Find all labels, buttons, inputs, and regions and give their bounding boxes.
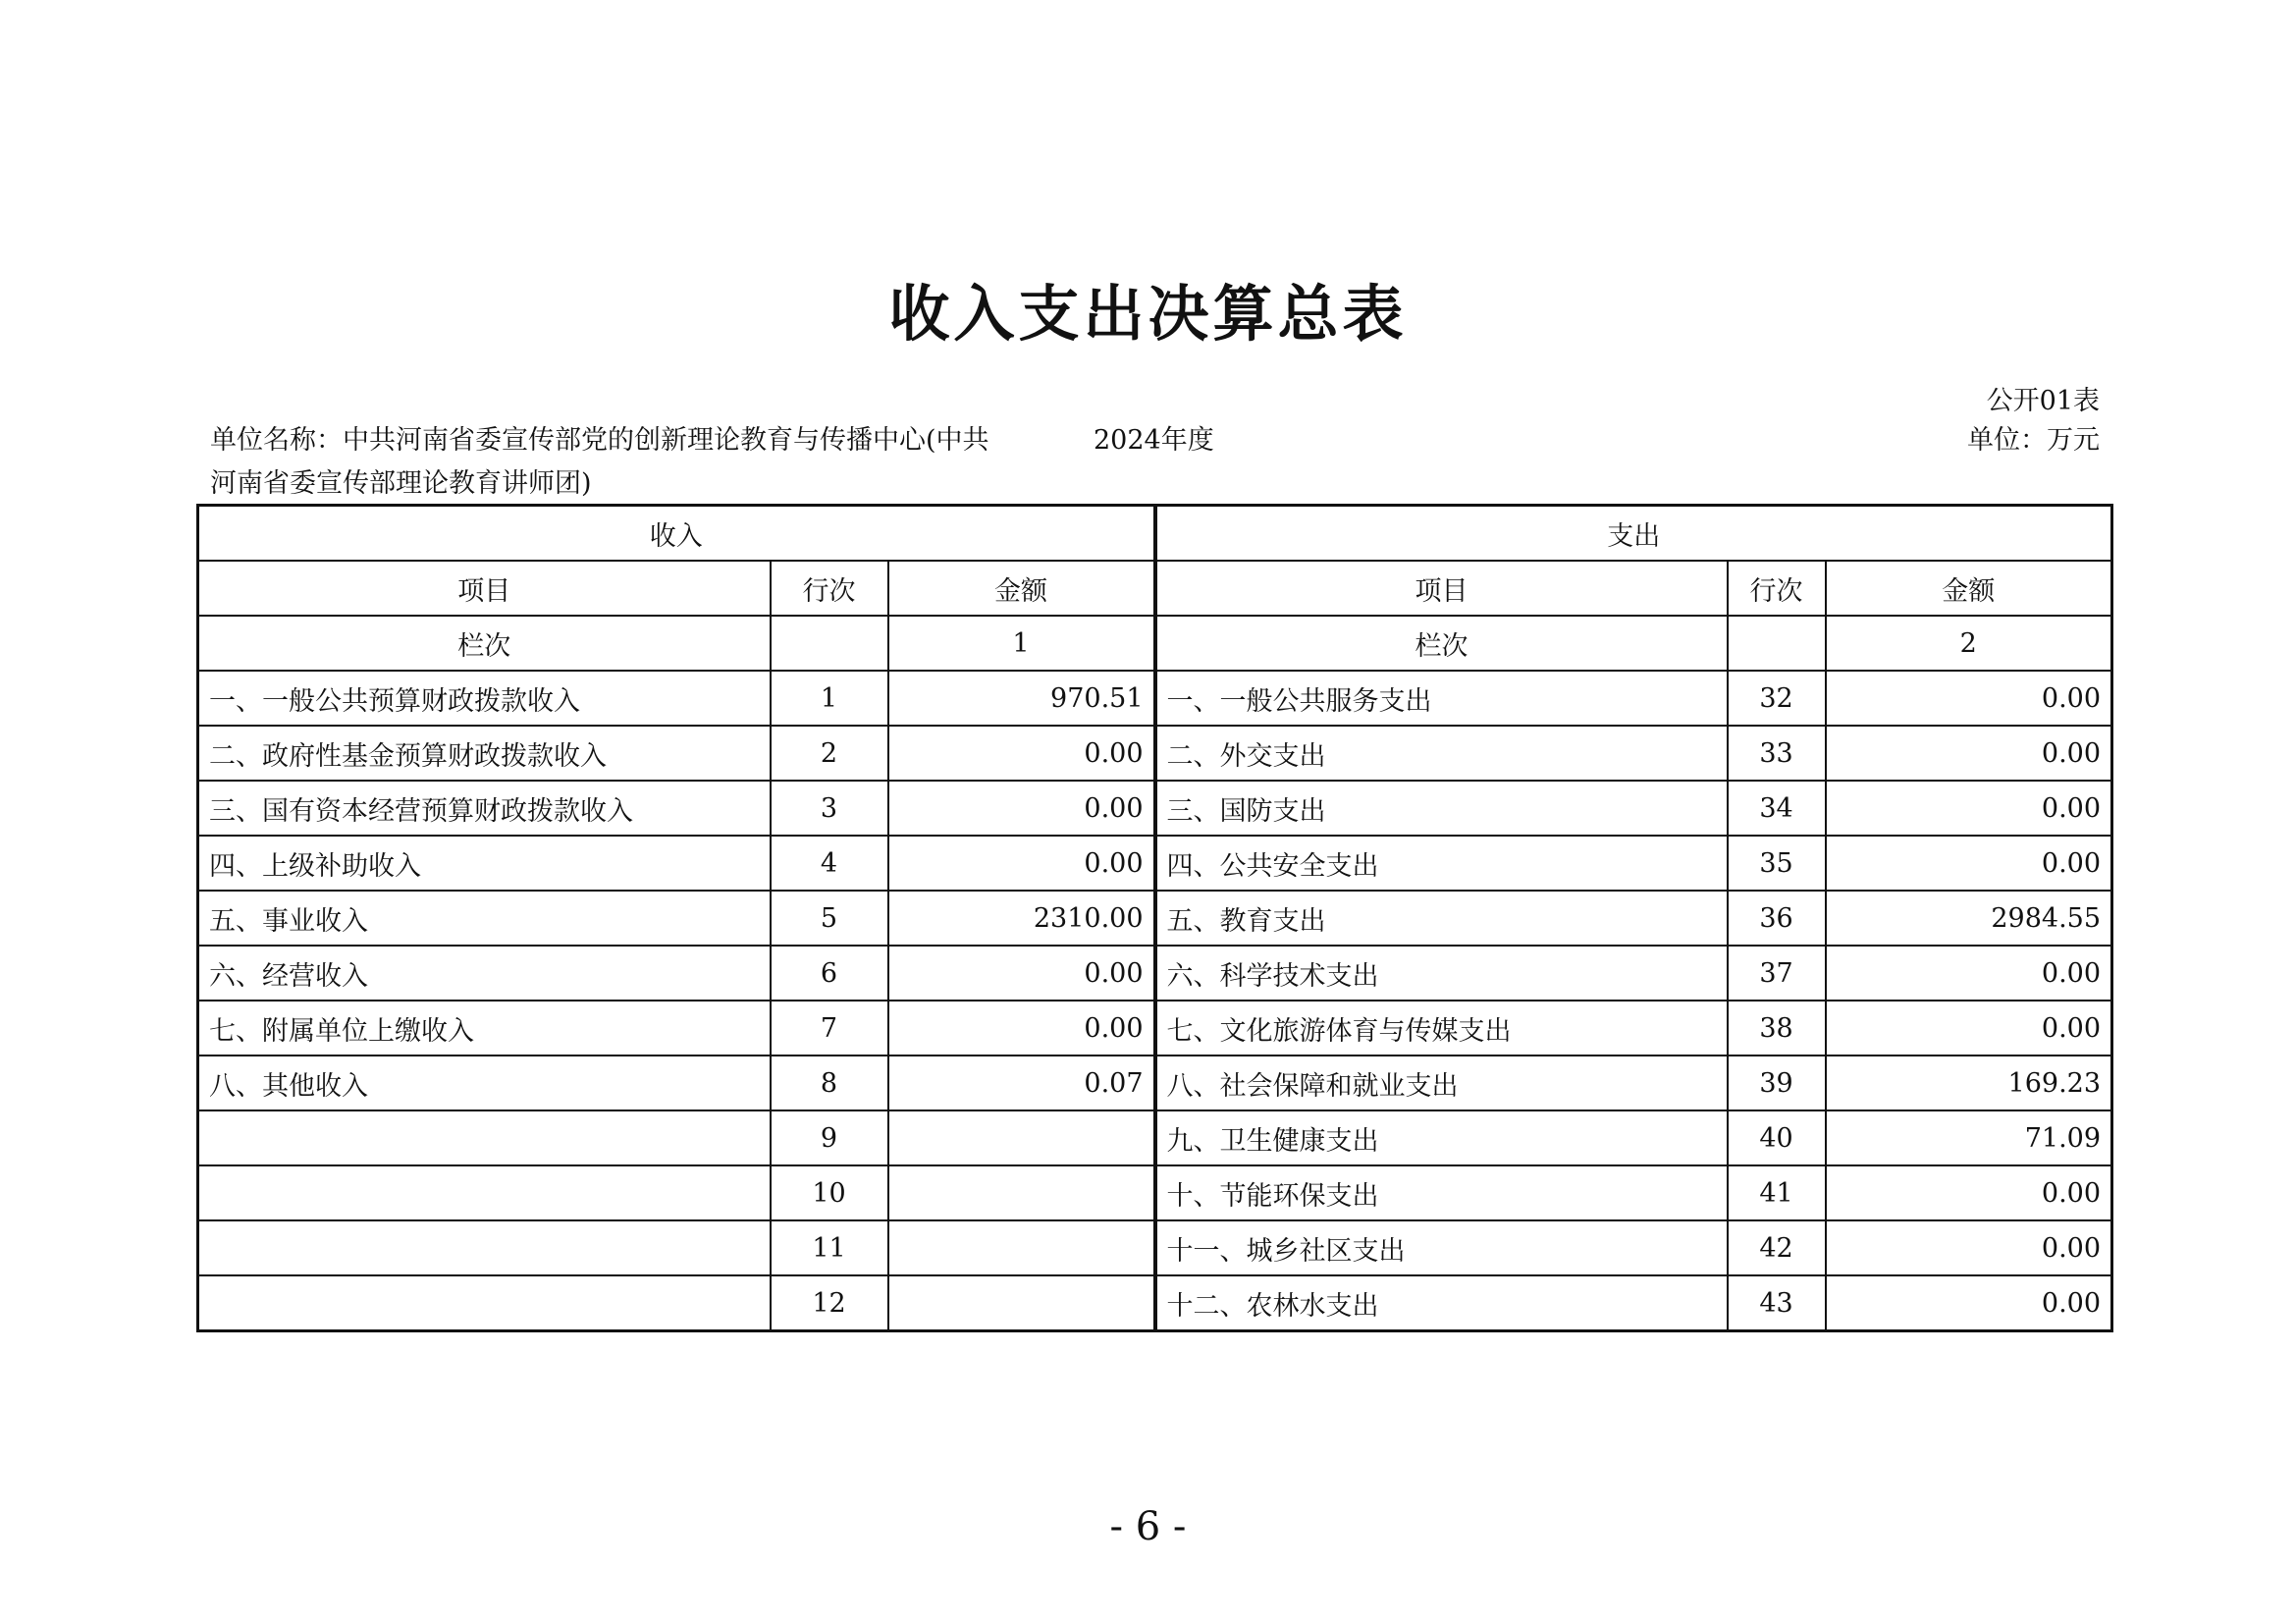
table-row — [198, 1220, 2112, 1275]
income-amount-cell: 2310.00 — [888, 891, 1155, 946]
table-row — [198, 781, 2112, 836]
currency-unit: 单位：万元 — [1967, 425, 2100, 456]
income-amount-cell — [888, 1110, 1155, 1165]
unit-name-line-2: 河南省委宣传部理论教育讲师团) — [210, 468, 592, 499]
income-item-cell: 一、一般公共预算财政拨款收入 — [198, 671, 771, 726]
table-row — [198, 946, 2112, 1001]
expense-item-cell: 十一、城乡社区支出 — [1155, 1220, 1728, 1275]
expense-item-cell: 八、社会保障和就业支出 — [1155, 1056, 1728, 1110]
expense-item-cell: 三、国防支出 — [1155, 781, 1728, 836]
expense-line-cell: 40 — [1728, 1110, 1826, 1165]
expense-item-cell: 二、外交支出 — [1155, 726, 1728, 781]
expense-line-header: 行次 — [1728, 561, 1826, 616]
income-amount-cell: 0.07 — [888, 1056, 1155, 1110]
expense-line-cell: 42 — [1728, 1220, 1826, 1275]
income-item-cell — [198, 1275, 771, 1331]
expense-item-cell: 十二、农林水支出 — [1155, 1275, 1728, 1331]
table-row — [198, 1110, 2112, 1165]
income-item-cell: 六、经营收入 — [198, 946, 771, 1001]
income-line-cell: 1 — [771, 671, 888, 726]
expense-line-cell: 38 — [1728, 1001, 1826, 1056]
expense-item-cell: 九、卫生健康支出 — [1155, 1110, 1728, 1165]
expense-amount-cell: 0.00 — [1826, 1001, 2112, 1056]
income-item-cell: 二、政府性基金预算财政拨款收入 — [198, 726, 771, 781]
income-amount-cell: 0.00 — [888, 836, 1155, 891]
income-item-header: 项目 — [198, 561, 771, 616]
page-number: - 6 - — [1109, 1504, 1187, 1549]
income-item-cell — [198, 1110, 771, 1165]
expense-line-cell: 37 — [1728, 946, 1826, 1001]
column-number-row — [198, 616, 2112, 671]
income-item-cell: 三、国有资本经营预算财政拨款收入 — [198, 781, 771, 836]
expense-line-cell: 34 — [1728, 781, 1826, 836]
form-number: 公开01表 — [1986, 386, 2100, 416]
income-line-cell: 11 — [771, 1220, 888, 1275]
income-item-cell: 八、其他收入 — [198, 1056, 771, 1110]
income-line-cell: 4 — [771, 836, 888, 891]
expense-amount-cell: 0.00 — [1826, 1165, 2112, 1220]
income-amount-cell — [888, 1275, 1155, 1331]
expense-column-number: 2 — [1826, 616, 2112, 671]
income-line-cell: 2 — [771, 726, 888, 781]
table-row — [198, 726, 2112, 781]
income-line-cell: 6 — [771, 946, 888, 1001]
income-column-line-blank — [771, 616, 888, 671]
income-header: 收入 — [198, 506, 1155, 562]
expense-amount-cell: 0.00 — [1826, 946, 2112, 1001]
expense-line-cell: 32 — [1728, 671, 1826, 726]
expense-item-header: 项目 — [1155, 561, 1728, 616]
expense-amount-header: 金额 — [1826, 561, 2112, 616]
expense-line-cell: 33 — [1728, 726, 1826, 781]
income-expense-table — [196, 504, 2113, 1332]
table-row — [198, 1056, 2112, 1110]
expense-amount-cell: 0.00 — [1826, 836, 2112, 891]
income-amount-cell: 0.00 — [888, 1001, 1155, 1056]
expense-line-cell: 43 — [1728, 1275, 1826, 1331]
income-item-cell: 五、事业收入 — [198, 891, 771, 946]
table-row — [198, 671, 2112, 726]
expense-item-cell: 五、教育支出 — [1155, 891, 1728, 946]
table-row — [198, 891, 2112, 946]
expense-amount-cell: 0.00 — [1826, 1220, 2112, 1275]
expense-item-cell: 七、文化旅游体育与传媒支出 — [1155, 1001, 1728, 1056]
expense-amount-cell: 0.00 — [1826, 726, 2112, 781]
unit-name — [210, 419, 1025, 506]
income-column-number: 1 — [888, 616, 1155, 671]
expense-column-line-blank — [1728, 616, 1826, 671]
expense-amount-cell: 0.00 — [1826, 1275, 2112, 1331]
income-amount-cell — [888, 1165, 1155, 1220]
expense-amount-cell: 71.09 — [1826, 1110, 2112, 1165]
expense-item-cell: 十、节能环保支出 — [1155, 1165, 1728, 1220]
expense-header: 支出 — [1155, 506, 2112, 562]
income-line-cell: 12 — [771, 1275, 888, 1331]
table-row — [198, 1275, 2112, 1331]
income-column-label: 栏次 — [198, 616, 771, 671]
income-item-cell — [198, 1220, 771, 1275]
table-row — [198, 836, 2112, 891]
income-line-header: 行次 — [771, 561, 888, 616]
expense-item-cell: 四、公共安全支出 — [1155, 836, 1728, 891]
income-item-cell: 四、上级补助收入 — [198, 836, 771, 891]
unit-name-line-1: 单位名称：中共河南省委宣传部党的创新理论教育与传播中心(中共 — [210, 425, 989, 456]
expense-line-cell: 36 — [1728, 891, 1826, 946]
income-amount-cell: 970.51 — [888, 671, 1155, 726]
expense-line-cell: 41 — [1728, 1165, 1826, 1220]
expense-line-cell: 35 — [1728, 836, 1826, 891]
income-amount-cell — [888, 1220, 1155, 1275]
table-row — [198, 1001, 2112, 1056]
income-amount-header: 金额 — [888, 561, 1155, 616]
expense-item-cell: 六、科学技术支出 — [1155, 946, 1728, 1001]
expense-column-label: 栏次 — [1155, 616, 1728, 671]
income-item-cell — [198, 1165, 771, 1220]
expense-line-cell: 39 — [1728, 1056, 1826, 1110]
expense-amount-cell: 0.00 — [1826, 671, 2112, 726]
table-row — [198, 1165, 2112, 1220]
income-line-cell: 3 — [771, 781, 888, 836]
income-amount-cell: 0.00 — [888, 946, 1155, 1001]
expense-amount-cell: 169.23 — [1826, 1056, 2112, 1110]
expense-amount-cell: 0.00 — [1826, 781, 2112, 836]
income-line-cell: 8 — [771, 1056, 888, 1110]
income-line-cell: 9 — [771, 1110, 888, 1165]
income-line-cell: 10 — [771, 1165, 888, 1220]
page-title: 收入支出决算总表 — [888, 278, 1408, 350]
income-amount-cell: 0.00 — [888, 781, 1155, 836]
income-line-cell: 5 — [771, 891, 888, 946]
income-amount-cell: 0.00 — [888, 726, 1155, 781]
section-header-row — [198, 506, 2112, 562]
expense-amount-cell: 2984.55 — [1826, 891, 2112, 946]
column-header-row — [198, 561, 2112, 616]
expense-item-cell: 一、一般公共服务支出 — [1155, 671, 1728, 726]
fiscal-year: 2024年度 — [1094, 425, 1214, 456]
income-line-cell: 7 — [771, 1001, 888, 1056]
income-item-cell: 七、附属单位上缴收入 — [198, 1001, 771, 1056]
